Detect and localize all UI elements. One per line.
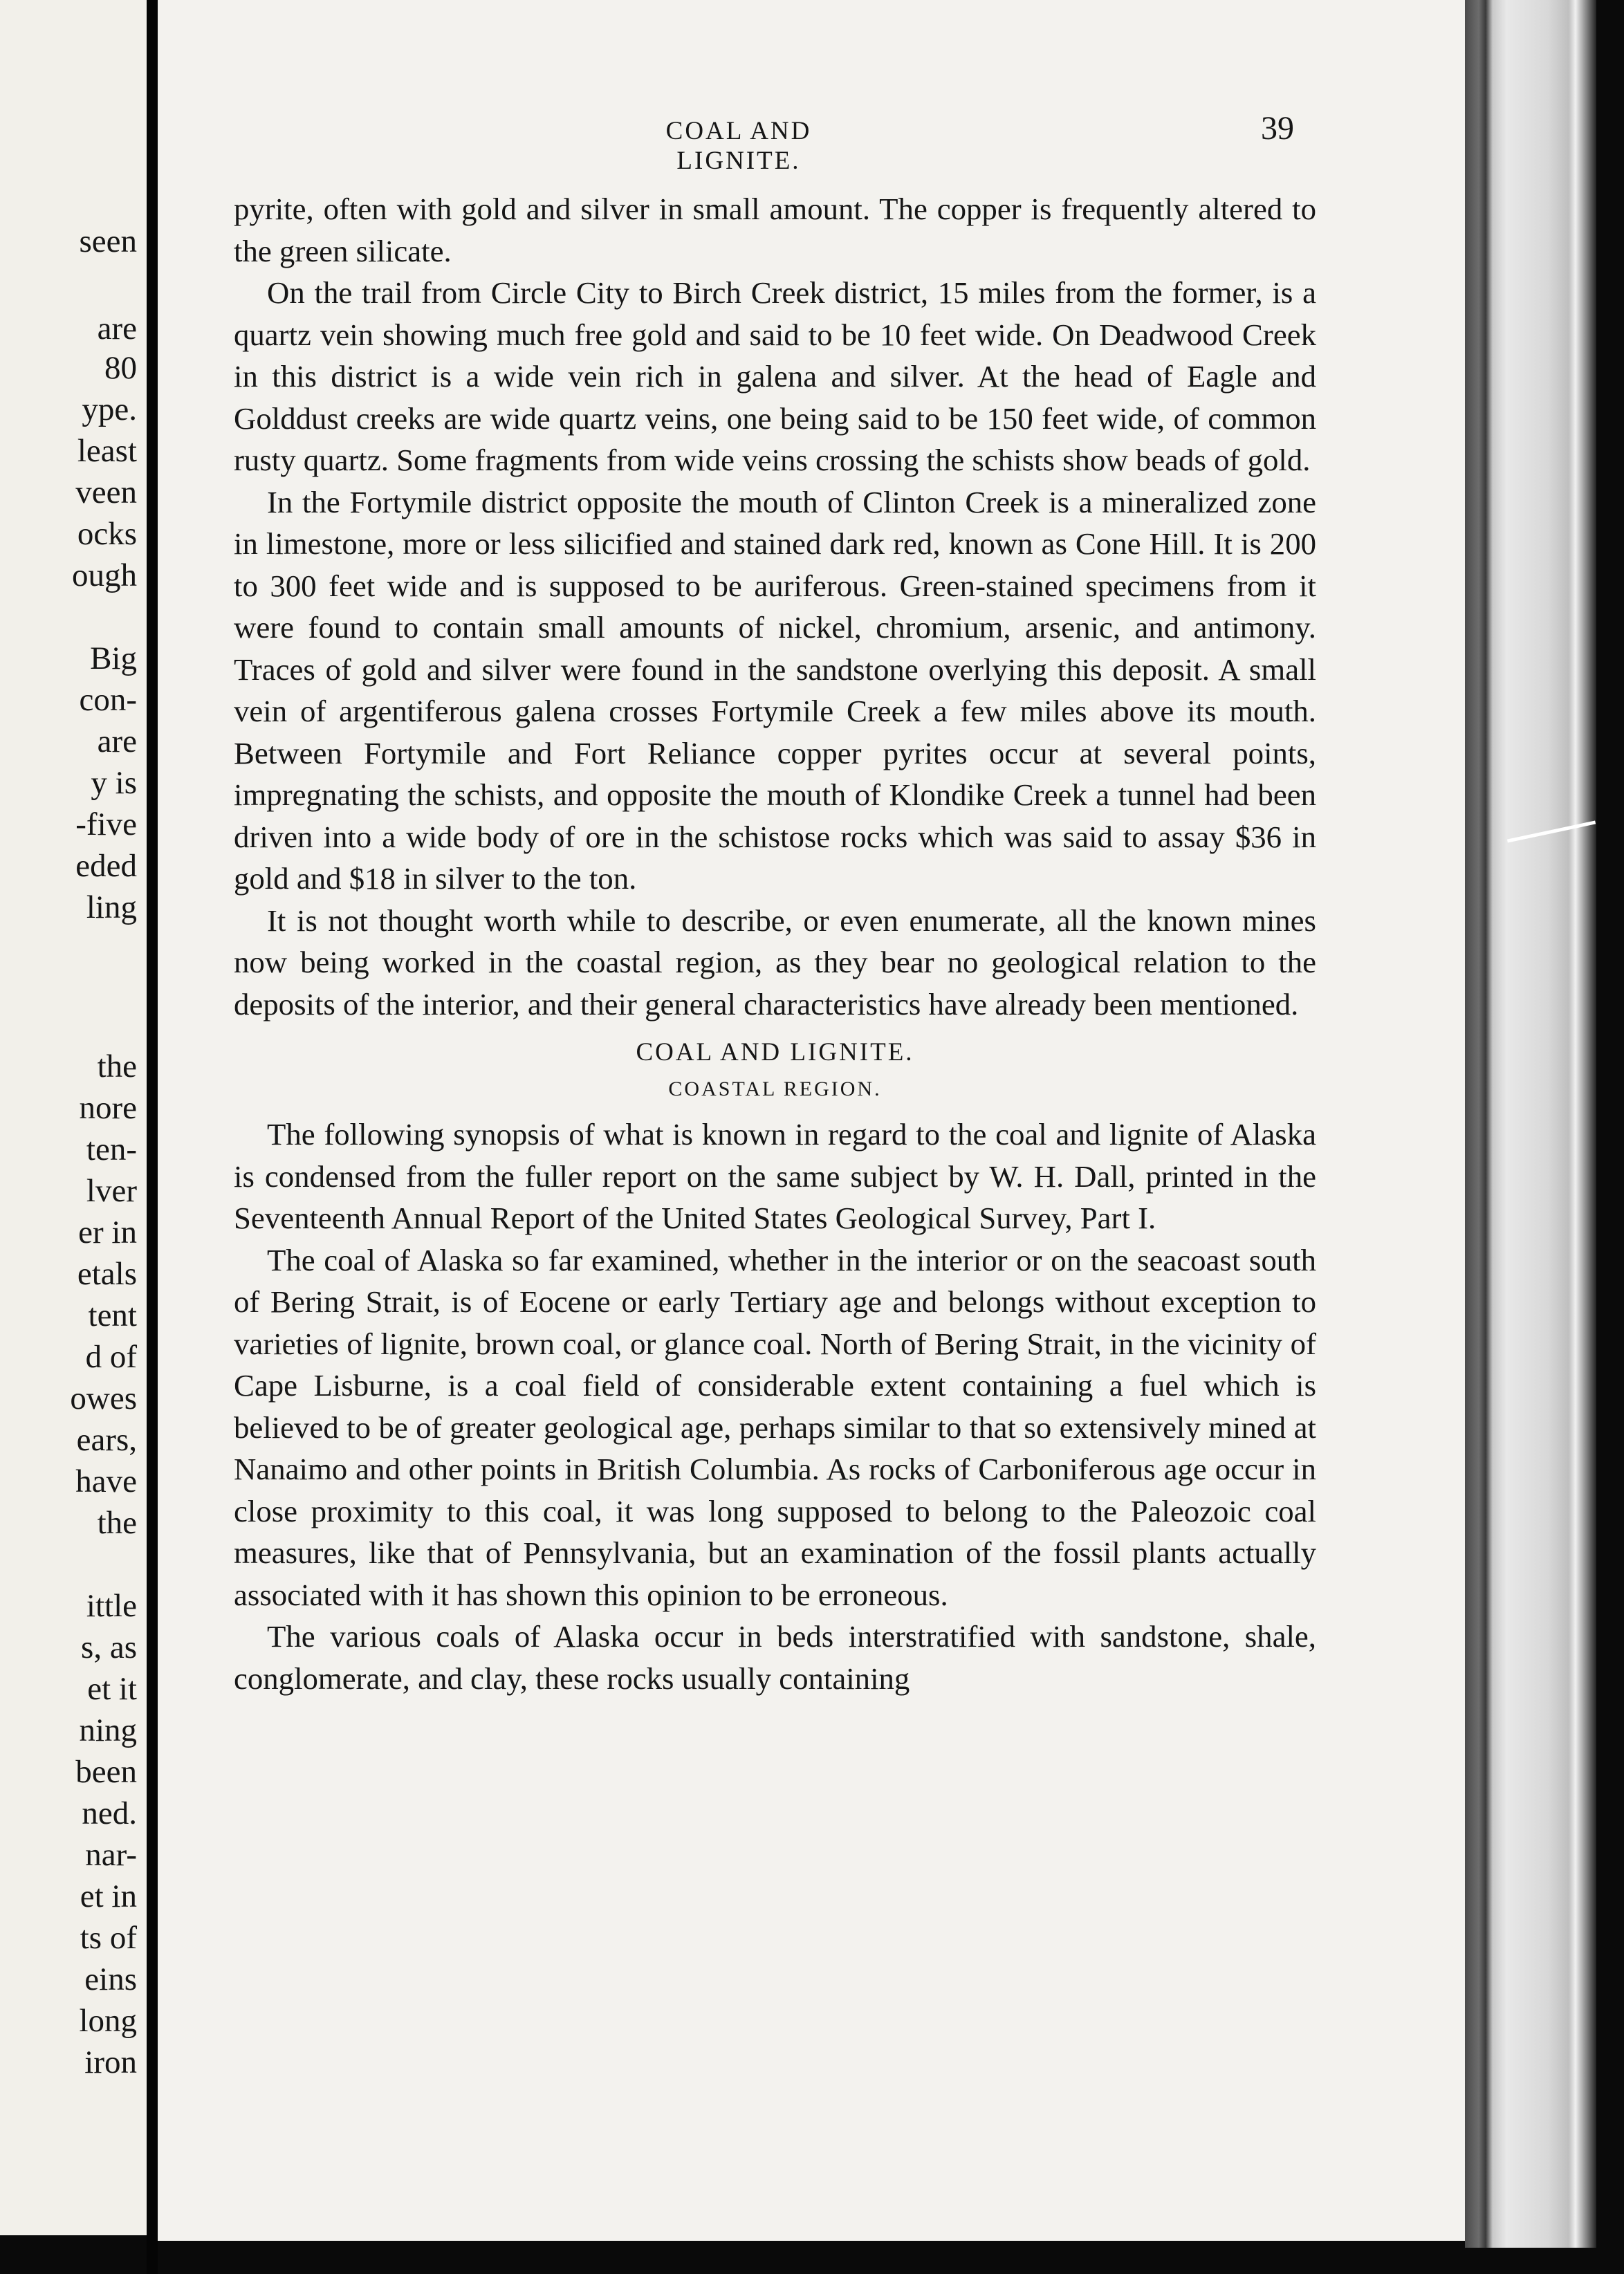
section-heading: COAL AND LIGNITE. [636, 1038, 914, 1066]
facing-page-fragment: been [75, 1754, 137, 1790]
facing-page-fragment: ten- [86, 1131, 137, 1167]
facing-page-fragment: et it [87, 1671, 137, 1707]
facing-page-fragment: tent [88, 1297, 137, 1333]
facing-page-fragment: et in [80, 1878, 137, 1914]
paragraph: In the Fortymile district opposite the mouth of Clinton Creek is a mineralized zone in limestone, more or less silicified and stained dark red, known as Cone Hill. It is 200 to 300 feet wide and is supposed to be auriferous. Green-stained specimens from it were found to contain small amounts of nickel, chromium, arsenic, and antimony. Traces of gold and silver were found in the sandstone overlying this deposit. A small vein of argentiferous galena crosses Fortymile Creek a few miles above its mouth. Between Fortymile and Fort Reliance copper pyrites occur at several points, impregnating the schists, and opposite the mouth of Klondike Creek a tunnel had been driven into a wide body of ore in the schistose rocks which was said to assay $36 in gold and $18 in silver to the ton. [234, 484, 1316, 896]
facing-page-fragment: are [97, 311, 137, 346]
facing-page-fragment: d of [85, 1339, 137, 1375]
facing-page-fragment: eins [84, 1961, 137, 1997]
facing-page-fragment: eded [75, 848, 137, 884]
paragraph: pyrite, often with gold and silver in small amount. The copper is frequently altered to the green silicate. [234, 192, 1316, 268]
facing-page-fragment: con- [79, 682, 137, 718]
facing-page-fragment: iron [84, 2044, 137, 2080]
facing-page-fragment: 80 [104, 350, 137, 386]
facing-page-fragment: ts of [80, 1920, 137, 1956]
facing-page-fragment: nar- [85, 1837, 137, 1873]
facing-page-fragment: Big [90, 640, 137, 676]
facing-page-fragment: y is [91, 765, 137, 801]
facing-page-fragment: ocks [77, 516, 137, 552]
facing-page-fragment: ning [79, 1712, 137, 1748]
facing-page-fragment: etals [77, 1256, 137, 1292]
subsection-heading: COASTAL REGION. [668, 1078, 882, 1100]
facing-page-fragment: ling [86, 889, 137, 925]
facing-page-fragment: owes [70, 1380, 137, 1416]
facing-page-fragment: least [77, 433, 137, 469]
facing-page-fragment: the [97, 1048, 137, 1084]
facing-page-fragment: ned. [82, 1795, 137, 1831]
paragraph: The following synopsis of what is known in regard to the coal and lignite of Alaska is condensed from the fuller report on the same subject by W. H. Dall, printed in the Seventeenth Annual Report of the United States Geological Survey, Part I. [234, 1117, 1316, 1235]
facing-page-fragment: the [97, 1505, 137, 1541]
facing-page-fragment: ough [72, 557, 137, 593]
facing-page-fragment: ittle [86, 1588, 137, 1624]
facing-page-fragment: -five [75, 806, 137, 842]
facing-page-fragment: have [75, 1463, 137, 1499]
facing-page-fragment: ype. [82, 391, 137, 427]
running-head: COAL AND LIGNITE. [665, 117, 812, 175]
page-39 [158, 0, 1466, 2241]
page-header [158, 110, 1465, 175]
page-body [234, 188, 1316, 1699]
facing-page-fragment: nore [79, 1090, 137, 1126]
facing-page-fragment: er in [78, 1214, 137, 1250]
paragraph: The coal of Alaska so far examined, whether in the interior or on the seacoast south of Bering Strait, is of Eocene or early Tertiary age and belongs without exception to varieties of lignite, brown coal, or glance coal. North of Bering Strait, in the vicinity of Cape Lisburne, is a coal field of considerable extent containing a fuel which is believed to be of greater geological age, perhaps similar to that so extensively mined at Nanaimo and other points in British Columbia. As rocks of Carboniferous age occur in close proximity to this coal, it was long supposed to belong to the Paleozoic coal measures, like that of Pennsylvania, but an examination of the fossil plants actually associated with it has shown this opinion to be erroneous. [234, 1242, 1316, 1612]
facing-page-fragment: veen [75, 474, 137, 510]
facing-page-fragment: s, as [81, 1629, 137, 1665]
book-gutter [147, 0, 158, 2274]
facing-page-fragment: seen [79, 223, 137, 259]
facing-page-fragment: are [97, 723, 137, 759]
facing-page-left [0, 0, 147, 2235]
book-page-edges [1465, 0, 1596, 2248]
paragraph: It is not thought worth while to describe, or even enumerate, all the known mines now being worked in the coastal region, as they bear no geological relation to the deposits of the interior, and their general characteristics have already been mentioned. [234, 903, 1316, 1022]
paragraph: On the trail from Circle City to Birch Creek district, 15 miles from the former, is a quartz vein showing much free gold and said to be 10 feet wide. On Deadwood Creek in this district is a wide vein rich in galena and silver. At the head of Eagle and Golddust creeks are wide quartz veins, one being said to be 150 feet wide, of common rusty quartz. Some fragments from wide veins crossing the schists show beads of gold. [234, 275, 1316, 477]
facing-page-fragment: lver [86, 1173, 137, 1209]
page-number: 39 [1261, 110, 1294, 147]
paragraph: The various coals of Alaska occur in beds interstratified with sandstone, shale, conglomerate, and clay, these rocks usually containing [234, 1619, 1316, 1696]
facing-page-fragment: long [79, 2003, 137, 2039]
facing-page-fragment: ears, [76, 1422, 137, 1458]
